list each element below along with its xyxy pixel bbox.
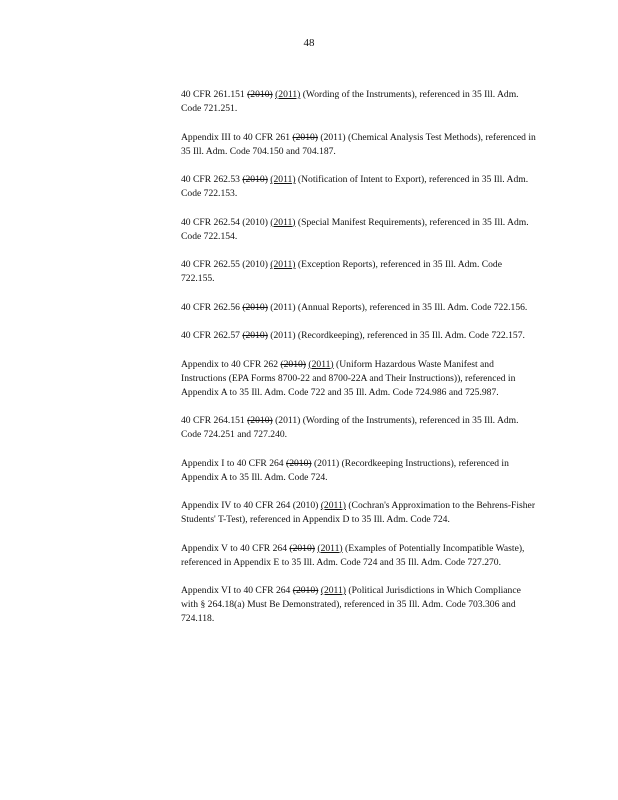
entry-text: (2011) (Recordkeeping), referenced in 35 Ill. Adm. Code 722.157. xyxy=(267,330,525,341)
inserted-text: (2011) xyxy=(308,358,334,370)
entry-text: (Cochran's Approximation to the Behrens-Fisher Students' T-Test), referenced in Appendix D to 35 Ill. Adm. Code 724. xyxy=(181,500,536,525)
deleted-text: (2010) xyxy=(289,542,315,554)
inserted-text: (2011) xyxy=(270,174,296,185)
entry-text: 40 CFR 262.55 (2010) xyxy=(181,259,271,270)
deleted-text: (2010) xyxy=(286,457,312,469)
entry-text: (2011) (Wording of the Instruments), referenced in 35 Ill. Adm. Code 724.251 and 727.240. xyxy=(181,415,519,440)
entry-text: (Notification of Intent to Export), referenced in 35 Ill. Adm. Code 722.153. xyxy=(181,174,529,199)
deleted-text: (2010) xyxy=(242,301,268,313)
reference-entry xyxy=(181,457,537,485)
entry-text: Appendix to 40 CFR 262 xyxy=(181,358,281,370)
entry-text: 40 CFR 262.56 xyxy=(181,301,243,313)
entry-text: (Special Manifest Requirements), referenced in 35 Ill. Adm. Code 722.154. xyxy=(181,216,529,242)
inserted-text: (2011) xyxy=(317,542,343,554)
deleted-text: (2010) xyxy=(247,89,273,100)
entry-text: Appendix IV to 40 CFR 264 (2010) xyxy=(181,500,321,511)
inserted-text: (2011) xyxy=(270,216,296,228)
entry-text: Appendix III to 40 CFR 261 xyxy=(181,131,293,143)
inserted-text: (2011) xyxy=(270,259,296,270)
entry-text: (2011) (Chemical Analysis Test Methods), referenced in 35 Ill. Adm. Code 704.150 and 704.187. xyxy=(181,131,536,157)
reference-entry xyxy=(181,131,537,159)
entry-text: 40 CFR 264.151 xyxy=(181,415,248,426)
entry-text: (Examples of Potentially Incompatible Waste), referenced in Appendix E to 35 Ill. Adm. Code 724 and 35 Ill. Adm. Code 727.270. xyxy=(181,542,525,568)
deleted-text: (2010) xyxy=(242,174,268,185)
inserted-text: (2011) xyxy=(275,89,301,100)
entry-text: Appendix VI to 40 CFR 264 xyxy=(181,585,293,596)
entry-text: (Uniform Hazardous Waste Manifest and Instructions (EPA Forms 8700-22 and 8700-22A and Their Instructions)), referenced in Appendix A to 35 Ill. Adm. Code 722 and 35 Ill. Adm. Code 724.986 and 725.987. xyxy=(181,358,516,398)
reference-entry xyxy=(181,329,537,343)
entry-text: 40 CFR 261.151 xyxy=(181,89,248,100)
entry-text: Appendix V to 40 CFR 264 xyxy=(181,542,290,554)
deleted-text: (2010) xyxy=(280,358,306,370)
reference-entry xyxy=(181,173,537,201)
inserted-text: (2011) xyxy=(320,585,346,596)
entry-text: (Exception Reports), referenced in 35 Ill. Adm. Code 722.155. xyxy=(181,259,502,284)
reference-entry xyxy=(181,542,537,570)
entry-text: 40 CFR 262.54 (2010) xyxy=(181,216,271,228)
inserted-text: (2011) xyxy=(320,500,346,511)
entry-text: (2011) (Recordkeeping Instructions), referenced in Appendix A to 35 Ill. Adm. Code 724. xyxy=(181,457,509,483)
entry-text: (Wording of the Instruments), referenced in 35 Ill. Adm. Code 721.251. xyxy=(181,89,519,114)
entry-text: Appendix I to 40 CFR 264 xyxy=(181,457,287,469)
entry-text: 40 CFR 262.53 xyxy=(181,174,243,185)
reference-entry xyxy=(181,584,537,626)
reference-entry xyxy=(181,216,537,244)
entry-text: 40 CFR 262.57 xyxy=(181,330,243,341)
reference-entry xyxy=(181,301,537,315)
reference-entry xyxy=(181,258,537,286)
deleted-text: (2010) xyxy=(292,131,318,143)
page-number: 48 xyxy=(303,37,315,49)
reference-entry xyxy=(181,414,537,442)
reference-entry xyxy=(181,358,537,400)
deleted-text: (2010) xyxy=(247,415,273,426)
reference-entry xyxy=(181,499,537,527)
deleted-text: (2010) xyxy=(242,330,268,341)
deleted-text: (2010) xyxy=(292,585,319,596)
reference-entry xyxy=(181,88,537,116)
reference-list xyxy=(181,88,537,641)
entry-text: (2011) (Annual Reports), referenced in 35 Ill. Adm. Code 722.156. xyxy=(267,301,528,313)
entry-text: (Political Jurisdictions in Which Compliance with § 264.18(a) Must Be Demonstrated), referenced in 35 Ill. Adm. Code 703.306 and 724.118. xyxy=(181,585,521,624)
